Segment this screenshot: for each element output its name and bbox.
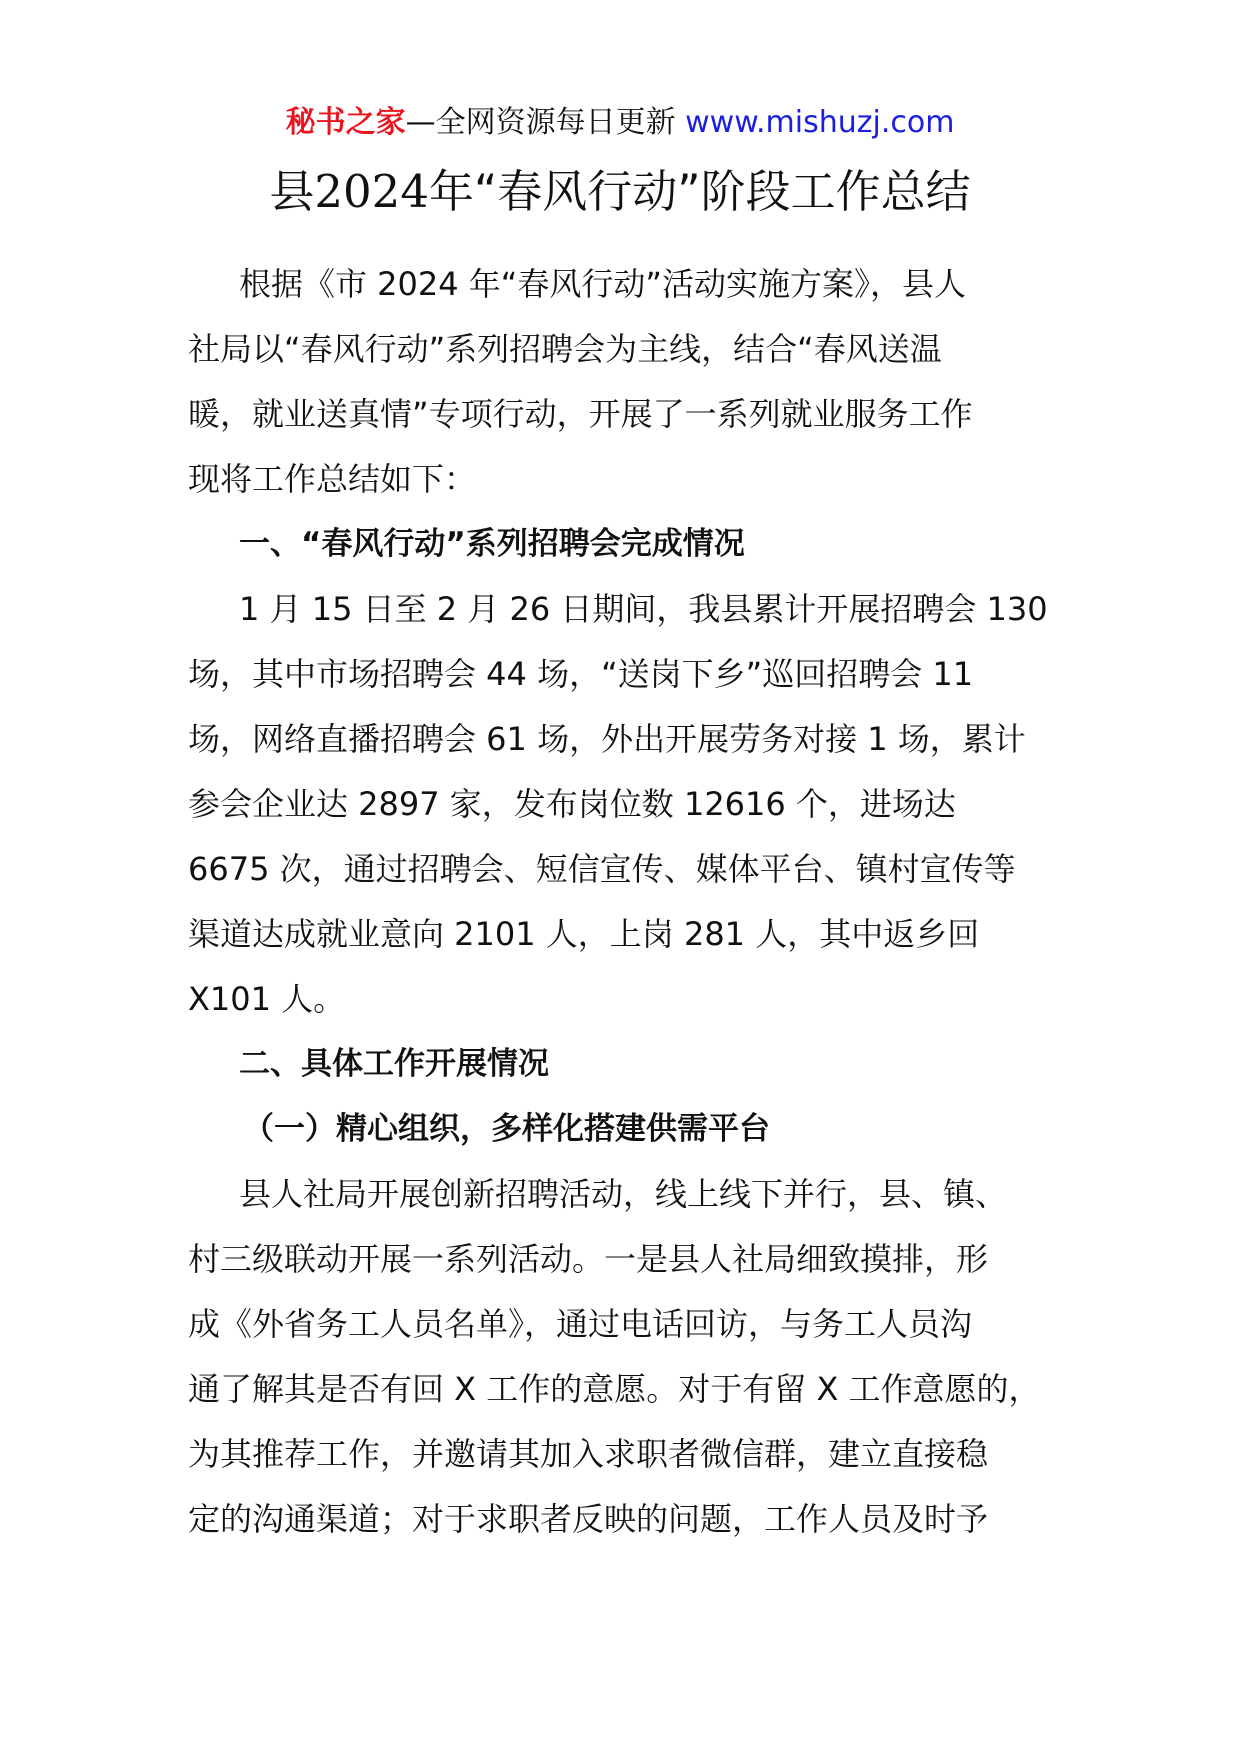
body-line: 场，网络直播招聘会 61 场，外出开展劳务对接 1 场，累计 <box>188 720 1026 758</box>
body-line: 暖，就业送真情”专项行动，开展了一系列就业服务工作 <box>188 395 973 433</box>
body-line: 村三级联动开展一系列活动。一是县人社局细致摸排，形 <box>188 1240 989 1278</box>
body-line: 定的沟通渠道；对于求职者反映的问题，工作人员及时予 <box>188 1500 989 1538</box>
subsection-heading-1: （一）精心组织，多样化搭建供需平台 <box>243 1111 770 1147</box>
brand-name: 秘书之家 <box>285 105 406 140</box>
body-line: 现将工作总结如下： <box>188 460 477 498</box>
body-line: X101 人。 <box>188 980 346 1018</box>
body-line: 根据《市 2024 年“春风行动”活动实施方案》，县人 <box>239 265 966 303</box>
body-line: 渠道达成就业意向 2101 人，上岗 281 人，其中返乡回 <box>188 915 980 953</box>
site-url-link[interactable]: www.mishuzj.com <box>685 105 955 140</box>
section-heading-2: 二、具体工作开展情况 <box>239 1046 549 1082</box>
section-heading-1: 一、“春风行动”系列招聘会完成情况 <box>239 526 745 562</box>
body-line: 县人社局开展创新招聘活动，线上线下并行，县、镇、 <box>239 1175 1008 1213</box>
header-tagline: —全网资源每日更新 <box>405 105 686 140</box>
document-body <box>188 252 1058 1552</box>
body-line: 为其推荐工作，并邀请其加入求职者微信群，建立直接稳 <box>188 1435 989 1473</box>
body-line: 通了解其是否有回 X 工作的意愿。对于有留 X 工作意愿的， <box>188 1370 1041 1408</box>
body-line: 场，其中市场招聘会 44 场，“送岗下乡”巡回招聘会 11 <box>188 655 974 693</box>
body-line: 参会企业达 2897 家，发布岗位数 12616 个，进场达 <box>188 785 956 823</box>
title-year: 2024 <box>314 165 429 218</box>
header-banner <box>0 100 1240 146</box>
title-prefix: 县 <box>269 165 315 218</box>
body-line: 社局以“春风行动”系列招聘会为主线，结合“春风送温 <box>188 330 942 368</box>
body-line: 1 月 15 日至 2 月 26 日期间，我县累计开展招聘会 130 <box>239 590 1048 628</box>
body-line: 成《外省务工人员名单》，通过电话回访，与务工人员沟 <box>188 1305 973 1343</box>
body-line: 6675 次，通过招聘会、短信宣传、媒体平台、镇村宣传等 <box>188 850 1016 888</box>
document-title <box>0 162 1240 222</box>
title-rest: 年“春风行动”阶段工作总结 <box>428 165 971 218</box>
